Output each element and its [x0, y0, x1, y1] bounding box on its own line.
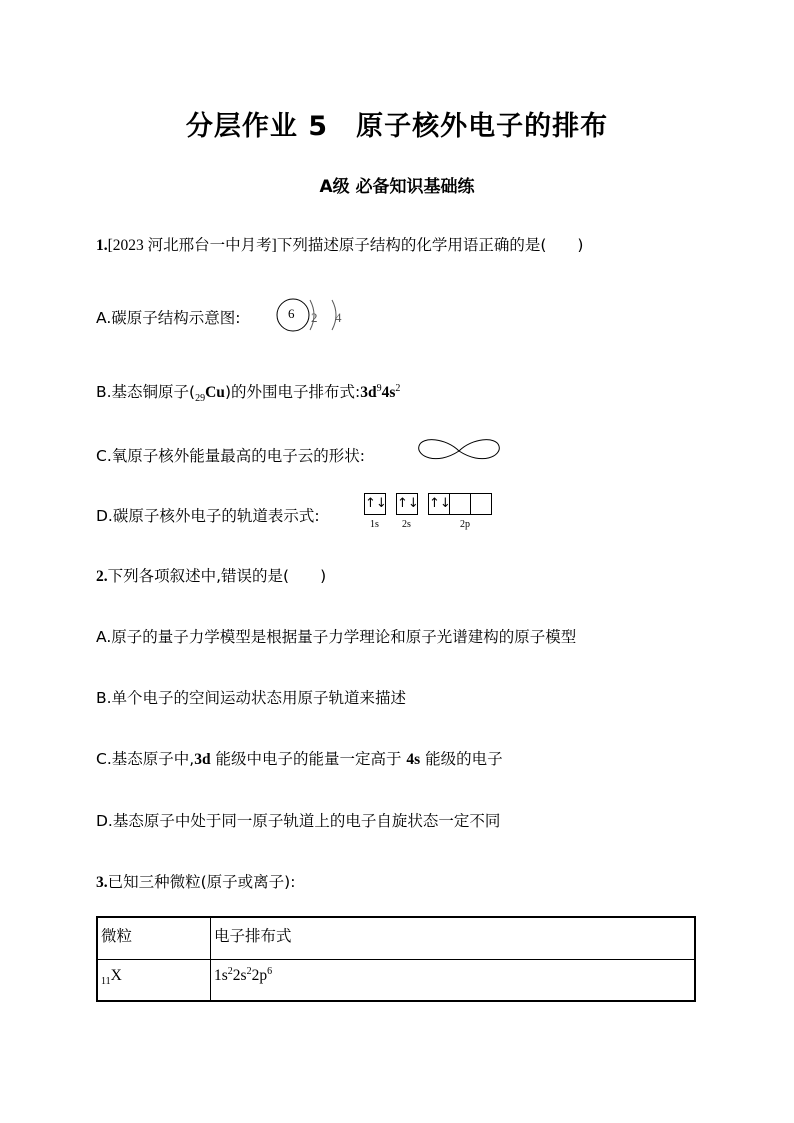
atomic-number: 11: [101, 975, 111, 987]
question-text: 下列描述原子结构的化学用语正确的是( ): [276, 236, 584, 254]
particle-symbol: X: [110, 966, 122, 984]
config-part: 2p: [251, 966, 268, 984]
config-part: 2s: [232, 966, 247, 984]
config-sup: 6: [267, 965, 273, 977]
option-text: D.碳原子核外电子的轨道表示式:: [96, 507, 320, 525]
option-text: D.基态原子中处于同一原子轨道上的电子自旋状态一定不同: [96, 812, 501, 830]
question-text: 已知三种微粒(原子或离子):: [107, 873, 296, 891]
orbital-diagram: [364, 493, 514, 533]
table-header-particle: 微粒: [97, 917, 211, 959]
option-text: A.原子的量子力学模型是根据量子力学理论和原子光谱建构的原子模型: [96, 628, 577, 646]
atomic-number: 29: [195, 393, 206, 405]
table-row: [97, 959, 695, 1001]
question-number: 2.: [96, 568, 108, 585]
config-sup: 2: [227, 965, 233, 977]
config-part: 1s: [214, 966, 228, 984]
option-text: C.基态原子中,: [96, 750, 195, 768]
config-part: 3d: [360, 384, 377, 401]
particle-cell: [97, 959, 211, 1001]
sublevel-label: 4s: [406, 751, 421, 768]
option-2b: [96, 686, 406, 708]
option-text: B.单个电子的空间运动状态用原子轨道来描述: [96, 689, 407, 707]
nucleus-charge: 6: [288, 306, 295, 321]
shell-1-electrons: 2: [311, 310, 318, 325]
option-text: A.碳原子结构示意图:: [96, 309, 241, 327]
config-sup: 9: [376, 382, 382, 394]
section-heading: A级 必备知识基础练: [319, 177, 475, 197]
table-header-config: 电子排布式: [211, 917, 696, 959]
config-sup: 2: [395, 382, 401, 394]
question-number: 1.: [96, 237, 108, 254]
option-1c: [96, 444, 365, 466]
shell-2-electrons: 4: [335, 310, 342, 325]
atom-structure-diagram: [272, 296, 352, 336]
config-cell: [211, 959, 696, 1001]
option-text-end: 能级的电子: [420, 750, 503, 768]
element-symbol: Cu: [205, 384, 225, 401]
question-source: [2023 河北邢台一中月考]: [107, 237, 277, 254]
orbital-box-2p-1: ↑↓: [428, 493, 450, 515]
orbital-box-2p-2: [449, 493, 471, 515]
orbital-label-1s: 1s: [370, 519, 379, 530]
config-part: 4s: [381, 384, 396, 401]
option-2c: [96, 747, 503, 769]
sublevel-label: 3d: [194, 751, 211, 768]
option-1a: [96, 306, 240, 328]
table-header-row: [97, 917, 695, 959]
question-1-stem: [96, 233, 583, 255]
question-2-stem: [96, 564, 326, 586]
orbital-label-2p: 2p: [460, 519, 470, 530]
orbital-box-2s: ↑↓: [396, 493, 418, 515]
option-text-mid: 能级中电子的能量一定高于: [210, 750, 407, 768]
question-3-stem: [96, 870, 295, 892]
option-text-mid: )的外围电子排布式:: [224, 383, 361, 401]
option-1b: [96, 380, 400, 404]
option-2d: [96, 809, 500, 831]
config-sup: 2: [246, 965, 252, 977]
option-text: C.氧原子核外能量最高的电子云的形状:: [96, 447, 365, 465]
question-number: 3.: [96, 874, 108, 891]
particle-table: [96, 916, 696, 1002]
p-orbital-dumbbell-icon: [416, 436, 502, 466]
orbital-box-2p-3: [470, 493, 492, 515]
option-text: B.基态铜原子(: [96, 383, 196, 401]
page-title: 分层作业 5 原子核外电子的排布: [185, 111, 609, 142]
question-text: 下列各项叙述中,错误的是( ): [107, 567, 327, 585]
option-1d: [96, 504, 320, 526]
orbital-label-2s: 2s: [402, 519, 411, 530]
option-2a: [96, 625, 576, 647]
orbital-box-1s: ↑↓: [364, 493, 386, 515]
